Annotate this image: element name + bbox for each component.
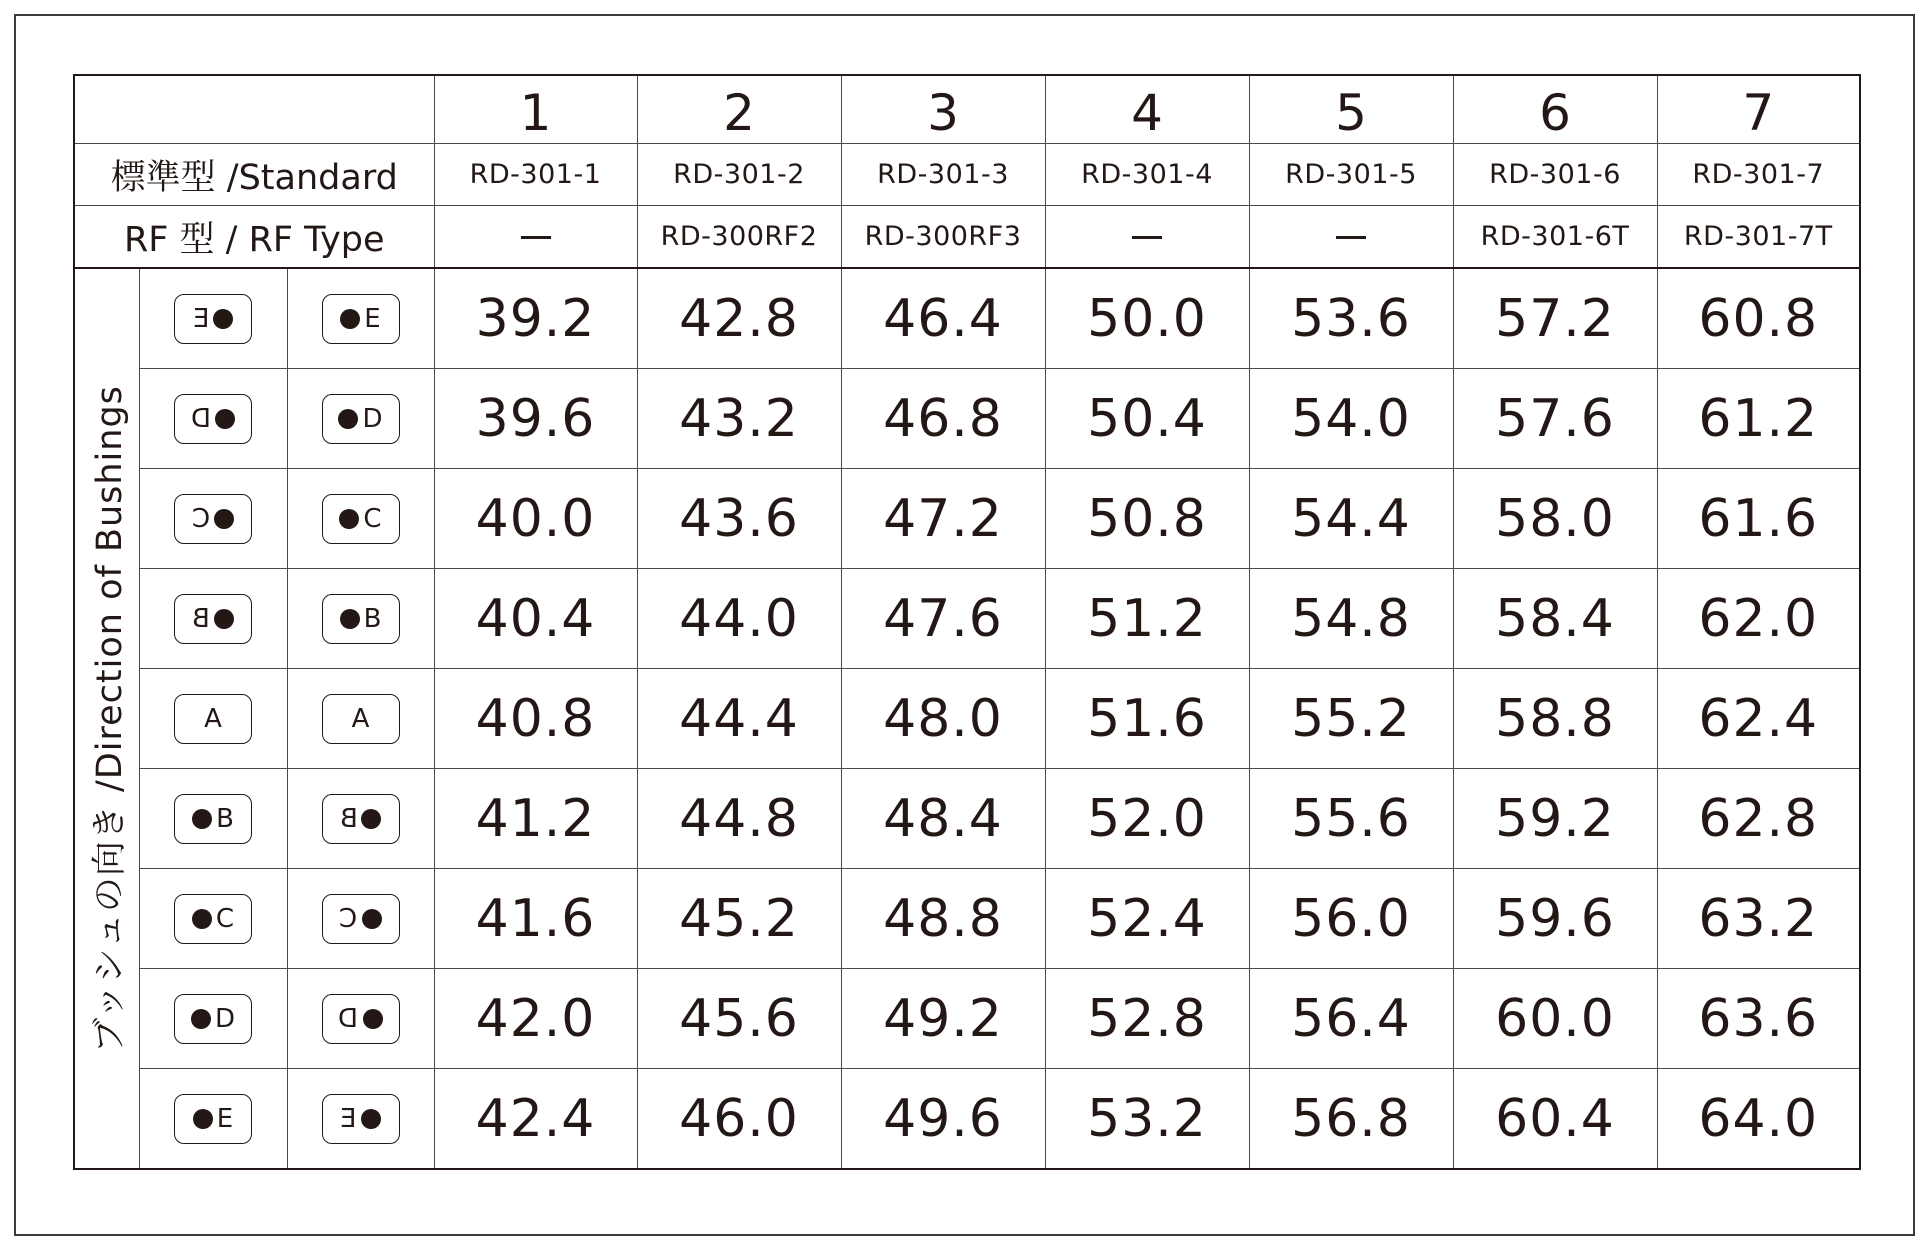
- value-cell: 55.2: [1249, 669, 1453, 769]
- bushing-right-cell: [287, 969, 434, 1069]
- value-cell: 62.0: [1657, 569, 1860, 669]
- standard-model: RD-301-1: [434, 144, 637, 206]
- rf-model: RD-300RF2: [637, 206, 841, 269]
- dot-icon: [340, 309, 360, 329]
- value-cell: 40.0: [434, 469, 637, 569]
- bushing-direction-icon: [174, 594, 252, 644]
- value-cell: 40.8: [434, 669, 637, 769]
- bushing-direction-icon: [174, 794, 252, 844]
- column-number: 6: [1453, 75, 1657, 144]
- table-row: [74, 669, 1860, 769]
- dot-icon: [192, 909, 212, 929]
- value-cell: 43.2: [637, 369, 841, 469]
- bushing-direction-icon: [174, 694, 252, 744]
- standard-model: RD-301-3: [841, 144, 1045, 206]
- value-cell: 46.0: [637, 1069, 841, 1170]
- bushing-letter: D: [338, 1003, 359, 1034]
- value-cell: 45.2: [637, 869, 841, 969]
- standard-label: 標準型 /Standard: [74, 144, 434, 206]
- value-cell: 44.8: [637, 769, 841, 869]
- value-cell: 52.0: [1045, 769, 1249, 869]
- value-cell: 47.6: [841, 569, 1045, 669]
- bushing-letter: D: [362, 403, 383, 434]
- value-cell: 50.0: [1045, 268, 1249, 369]
- value-cell: 52.8: [1045, 969, 1249, 1069]
- bushing-left-cell: [139, 369, 287, 469]
- corner-cell: [74, 75, 434, 144]
- value-cell: 49.2: [841, 969, 1045, 1069]
- value-cell: 48.4: [841, 769, 1045, 869]
- value-cell: 54.0: [1249, 369, 1453, 469]
- value-cell: 61.2: [1657, 369, 1860, 469]
- rf-label: RF 型 / RF Type: [74, 206, 434, 269]
- bushing-right-cell: [287, 268, 434, 369]
- value-cell: 56.0: [1249, 869, 1453, 969]
- bushing-direction-icon: [322, 594, 400, 644]
- value-cell: 49.6: [841, 1069, 1045, 1170]
- value-cell: 42.0: [434, 969, 637, 1069]
- bushing-right-cell: [287, 669, 434, 769]
- dot-icon: [361, 1109, 381, 1129]
- value-cell: 52.4: [1045, 869, 1249, 969]
- table-row: [74, 469, 1860, 569]
- value-cell: 56.8: [1249, 1069, 1453, 1170]
- bushing-letter: B: [192, 603, 210, 634]
- dot-icon: [214, 609, 234, 629]
- dot-icon: [339, 509, 359, 529]
- bushing-direction-icon: [322, 894, 400, 944]
- bushing-left-cell: [139, 1069, 287, 1170]
- dot-icon: [191, 1009, 211, 1029]
- bushing-left-cell: [139, 969, 287, 1069]
- bushing-direction-icon: [174, 494, 252, 544]
- standard-model-row: [74, 144, 1860, 206]
- bushing-letter: D: [214, 1003, 236, 1034]
- bushing-spec-table: [73, 74, 1861, 1170]
- bushing-letter: C: [191, 503, 211, 534]
- value-cell: 39.2: [434, 268, 637, 369]
- value-cell: 58.0: [1453, 469, 1657, 569]
- value-cell: 50.8: [1045, 469, 1249, 569]
- bushing-letter: B: [216, 803, 234, 834]
- dash-mark: [1132, 236, 1162, 239]
- bushing-letter: A: [204, 703, 222, 734]
- value-cell: 48.0: [841, 669, 1045, 769]
- value-cell: 47.2: [841, 469, 1045, 569]
- table-row: [74, 1069, 1860, 1170]
- rf-model-none: [1249, 206, 1453, 269]
- value-cell: 54.4: [1249, 469, 1453, 569]
- value-cell: 41.6: [434, 869, 637, 969]
- table-row: [74, 569, 1860, 669]
- bushing-letter: C: [363, 503, 382, 534]
- bushing-direction-icon: [174, 1094, 252, 1144]
- bushing-right-cell: [287, 1069, 434, 1170]
- value-cell: 57.6: [1453, 369, 1657, 469]
- bushing-left-cell: [139, 469, 287, 569]
- value-cell: 63.6: [1657, 969, 1860, 1069]
- value-cell: 61.6: [1657, 469, 1860, 569]
- bushing-letter: A: [351, 703, 370, 734]
- bushing-right-cell: [287, 769, 434, 869]
- value-cell: 40.4: [434, 569, 637, 669]
- value-cell: 46.4: [841, 268, 1045, 369]
- bushing-letter: B: [363, 603, 382, 634]
- dot-icon: [213, 309, 233, 329]
- value-cell: 57.2: [1453, 268, 1657, 369]
- value-cell: 50.4: [1045, 369, 1249, 469]
- bushing-direction-icon: [322, 394, 400, 444]
- dash-mark: [1336, 236, 1366, 239]
- column-number: 5: [1249, 75, 1453, 144]
- dash-mark: [521, 236, 551, 239]
- dot-icon: [363, 1009, 383, 1029]
- bushing-letter: B: [339, 803, 358, 834]
- bushing-left-cell: [139, 869, 287, 969]
- value-cell: 64.0: [1657, 1069, 1860, 1170]
- bushing-letter: C: [215, 903, 235, 934]
- rf-model: RD-300RF3: [841, 206, 1045, 269]
- value-cell: 54.8: [1249, 569, 1453, 669]
- rf-model-none: [434, 206, 637, 269]
- value-cell: 39.6: [434, 369, 637, 469]
- dot-icon: [193, 1109, 213, 1129]
- value-cell: 60.8: [1657, 268, 1860, 369]
- bushing-left-cell: [139, 569, 287, 669]
- column-number: 1: [434, 75, 637, 144]
- value-cell: 56.4: [1249, 969, 1453, 1069]
- value-cell: 58.8: [1453, 669, 1657, 769]
- standard-model: RD-301-5: [1249, 144, 1453, 206]
- column-number-row: [74, 75, 1860, 144]
- value-cell: 51.6: [1045, 669, 1249, 769]
- bushing-letter: D: [190, 403, 212, 434]
- value-cell: 62.4: [1657, 669, 1860, 769]
- bushing-direction-icon: [322, 794, 400, 844]
- table-row: [74, 969, 1860, 1069]
- bushing-direction-icon: [174, 994, 252, 1044]
- column-number: 7: [1657, 75, 1860, 144]
- value-cell: 41.2: [434, 769, 637, 869]
- dot-icon: [362, 909, 382, 929]
- value-cell: 53.6: [1249, 268, 1453, 369]
- bushing-direction-icon: [322, 994, 400, 1044]
- direction-label: ブッシュの向き /Direction of Bushings: [89, 384, 130, 1053]
- column-number: 2: [637, 75, 841, 144]
- column-number: 4: [1045, 75, 1249, 144]
- value-cell: 48.8: [841, 869, 1045, 969]
- dot-icon: [361, 809, 381, 829]
- standard-model: RD-301-4: [1045, 144, 1249, 206]
- table-row: [74, 268, 1860, 369]
- value-cell: 60.4: [1453, 1069, 1657, 1170]
- column-number: 3: [841, 75, 1045, 144]
- dot-icon: [214, 509, 234, 529]
- value-cell: 62.8: [1657, 769, 1860, 869]
- bushing-direction-icon: [174, 894, 252, 944]
- table-row: [74, 769, 1860, 869]
- rf-model: RD-301-6T: [1453, 206, 1657, 269]
- standard-model: RD-301-6: [1453, 144, 1657, 206]
- table-row: [74, 869, 1860, 969]
- direction-label-cell: [74, 268, 139, 1169]
- value-cell: 42.4: [434, 1069, 637, 1170]
- table-row: [74, 369, 1860, 469]
- value-cell: 43.6: [637, 469, 841, 569]
- bushing-direction-icon: [322, 294, 400, 344]
- bushing-letter: E: [340, 1103, 357, 1134]
- standard-model: RD-301-2: [637, 144, 841, 206]
- value-cell: 63.2: [1657, 869, 1860, 969]
- value-cell: 55.6: [1249, 769, 1453, 869]
- value-cell: 59.2: [1453, 769, 1657, 869]
- bushing-left-cell: [139, 769, 287, 869]
- bushing-letter: E: [192, 303, 210, 334]
- value-cell: 44.0: [637, 569, 841, 669]
- value-cell: 58.4: [1453, 569, 1657, 669]
- bushing-direction-icon: [322, 494, 400, 544]
- bushing-direction-icon: [322, 694, 400, 744]
- bushing-letter: C: [339, 903, 358, 934]
- dot-icon: [192, 809, 212, 829]
- bushing-right-cell: [287, 569, 434, 669]
- bushing-letter: E: [216, 1103, 234, 1134]
- standard-model: RD-301-7: [1657, 144, 1860, 206]
- bushing-right-cell: [287, 869, 434, 969]
- dot-icon: [338, 409, 358, 429]
- bushing-right-cell: [287, 369, 434, 469]
- bushing-left-cell: [139, 268, 287, 369]
- value-cell: 53.2: [1045, 1069, 1249, 1170]
- rf-model-none: [1045, 206, 1249, 269]
- bushing-right-cell: [287, 469, 434, 569]
- bushing-letter: E: [364, 303, 381, 334]
- value-cell: 44.4: [637, 669, 841, 769]
- value-cell: 46.8: [841, 369, 1045, 469]
- value-cell: 42.8: [637, 268, 841, 369]
- rf-model-row: [74, 206, 1860, 269]
- rf-model: RD-301-7T: [1657, 206, 1860, 269]
- bushing-direction-icon: [174, 394, 252, 444]
- bushing-left-cell: [139, 669, 287, 769]
- dot-icon: [215, 409, 235, 429]
- value-cell: 51.2: [1045, 569, 1249, 669]
- bushing-direction-icon: [322, 1094, 400, 1144]
- value-cell: 45.6: [637, 969, 841, 1069]
- value-cell: 59.6: [1453, 869, 1657, 969]
- value-cell: 60.0: [1453, 969, 1657, 1069]
- dot-icon: [340, 609, 360, 629]
- bushing-direction-icon: [174, 294, 252, 344]
